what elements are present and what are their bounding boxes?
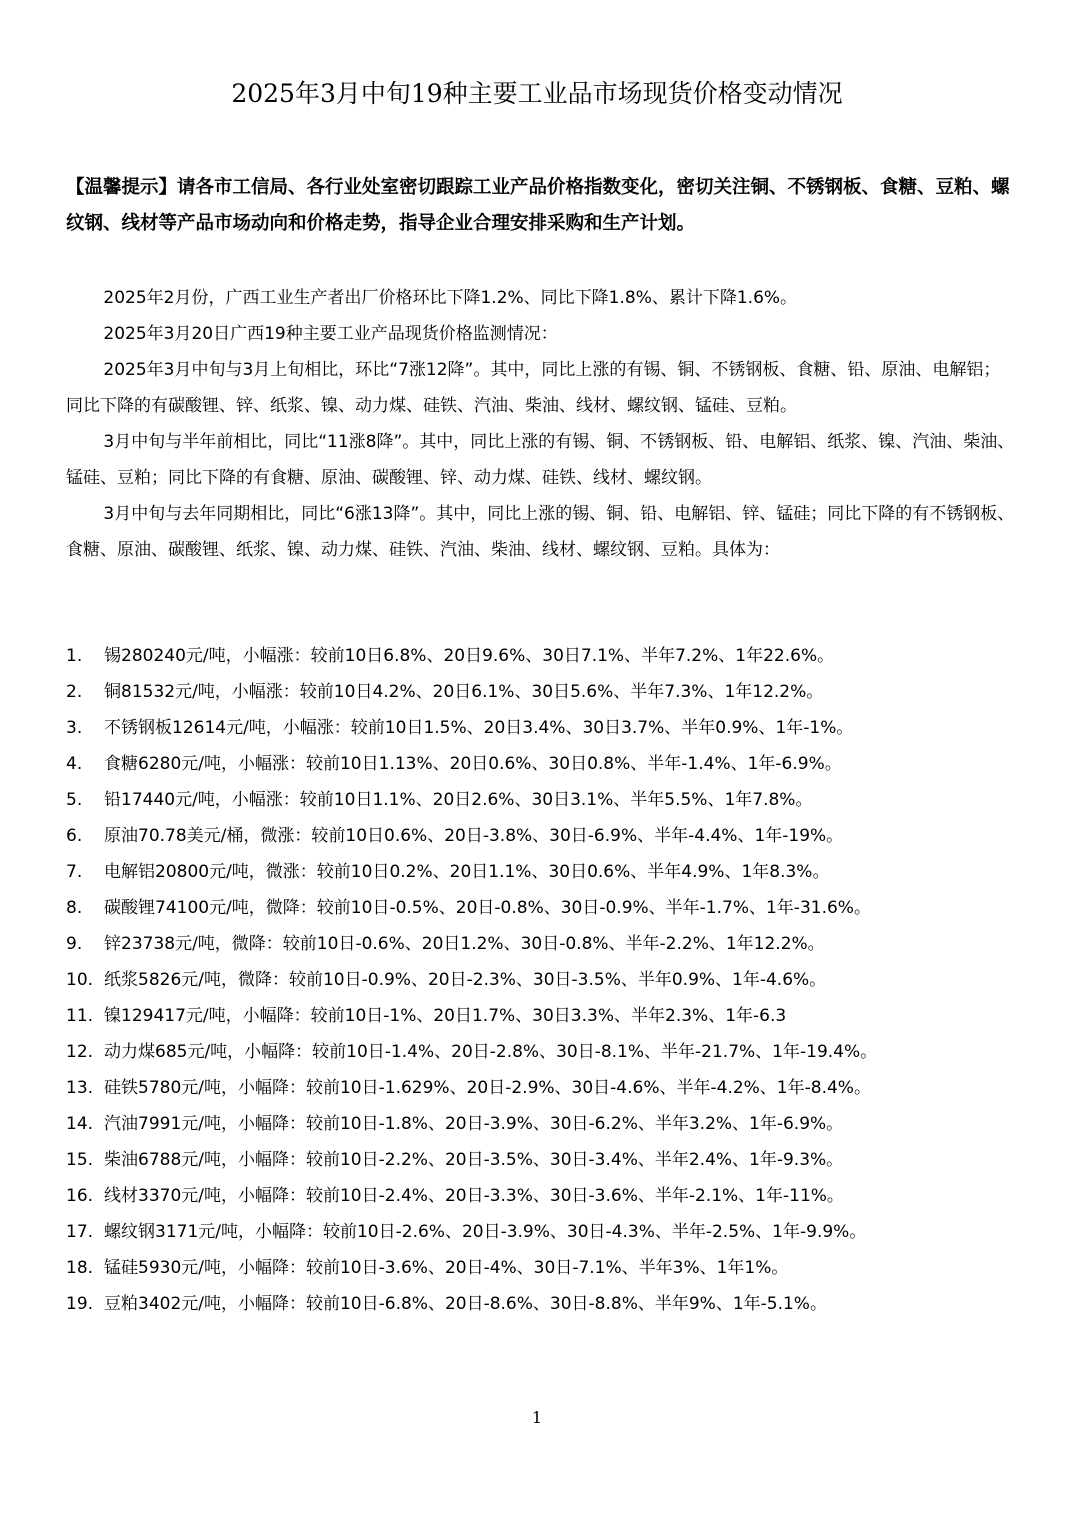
list-item xyxy=(66,1034,1026,1070)
list-item-number: 2. xyxy=(66,682,83,702)
list-item xyxy=(66,710,1026,746)
list-item-number: 5. xyxy=(66,790,83,810)
list-item-text: 原油70.78美元/桶，微涨：较前10日0.6%、20日-3.8%、30日-6.9%、半年-4.4%、1年-19%。 xyxy=(104,826,844,846)
list-item xyxy=(66,746,1026,782)
page-number: 1 xyxy=(531,1408,543,1427)
list-item-number: 18. xyxy=(66,1258,94,1278)
list-item-number: 14. xyxy=(66,1114,94,1134)
list-item-number: 6. xyxy=(66,826,83,846)
list-item-text: 线材3370元/吨，小幅降：较前10日-2.4%、20日-3.3%、30日-3.6%、半年-2.1%、1年-11%。 xyxy=(104,1186,844,1206)
list-item-number: 12. xyxy=(66,1042,94,1062)
list-item-text: 锡280240元/吨，小幅涨：较前10日6.8%、20日9.6%、30日7.1%、半年7.2%、1年22.6%。 xyxy=(104,646,835,666)
list-item-number: 1. xyxy=(66,646,83,666)
list-item-number: 13. xyxy=(66,1078,94,1098)
list-item-number: 15. xyxy=(66,1150,94,1170)
price-item-list xyxy=(66,638,1026,1322)
list-item-number: 4. xyxy=(66,754,83,774)
list-item xyxy=(66,998,1026,1034)
list-item-text: 柴油6788元/吨，小幅降：较前10日-2.2%、20日-3.5%、30日-3.4%、半年2.4%、1年-9.3%。 xyxy=(104,1150,844,1170)
list-item-text: 汽油7991元/吨，小幅降：较前10日-1.8%、20日-3.9%、30日-6.2%、半年3.2%、1年-6.9%。 xyxy=(104,1114,844,1134)
list-item xyxy=(66,962,1026,998)
list-item-number: 3. xyxy=(66,718,83,738)
paragraph: 2025年3月20日广西19种主要工业产品现货价格监测情况： xyxy=(103,324,558,344)
list-item xyxy=(66,1106,1026,1142)
list-item xyxy=(66,890,1026,926)
document-title: 2025年3月中旬19种主要工业品市场现货价格变动情况 xyxy=(231,79,843,108)
list-item-text: 电解铝20800元/吨，微涨：较前10日0.2%、20日1.1%、30日0.6%、半年4.9%、1年8.3%。 xyxy=(104,862,830,882)
list-item-number: 17. xyxy=(66,1222,94,1242)
notice-paragraph: 【温馨提示】请各市工信局、各行业处室密切跟踪工业产品价格指数变化，密切关注铜、不锈钢板、食糖、豆粕、螺纹钢、线材等产品市场动向和价格走势，指导企业合理安排采购和生产计划。 xyxy=(66,177,1010,234)
list-item-number: 11. xyxy=(66,1006,94,1026)
list-item-number: 16. xyxy=(66,1186,94,1206)
list-item-number: 7. xyxy=(66,862,83,882)
list-item-text: 不锈钢板12614元/吨，小幅涨：较前10日1.5%、20日3.4%、30日3.7%、半年0.9%、1年-1%。 xyxy=(104,718,854,738)
list-item xyxy=(66,638,1026,674)
list-item xyxy=(66,782,1026,818)
list-item-number: 19. xyxy=(66,1294,94,1314)
list-item-text: 纸浆5826元/吨，微降：较前10日-0.9%、20日-2.3%、30日-3.5%、半年0.9%、1年-4.6%。 xyxy=(104,970,827,990)
list-item-text: 锌23738元/吨，微降：较前10日-0.6%、20日1.2%、30日-0.8%、半年-2.2%、1年12.2%。 xyxy=(104,934,825,954)
list-item-text: 锰硅5930元/吨，小幅降：较前10日-3.6%、20日-4%、30日-7.1%、半年3%、1年1%。 xyxy=(104,1258,789,1278)
list-item-text: 碳酸锂74100元/吨，微降：较前10日-0.5%、20日-0.8%、30日-0.9%、半年-1.7%、1年-31.6%。 xyxy=(104,898,871,918)
list-item xyxy=(66,1250,1026,1286)
list-item xyxy=(66,1214,1026,1250)
list-item-text: 铅17440元/吨，小幅涨：较前10日1.1%、20日2.6%、30日3.1%、半年5.5%、1年7.8%。 xyxy=(104,790,813,810)
body-paragraphs xyxy=(66,280,1016,568)
list-item-text: 豆粕3402元/吨，小幅降：较前10日-6.8%、20日-8.6%、30日-8.8%、半年9%、1年-5.1%。 xyxy=(104,1294,827,1314)
list-item-number: 8. xyxy=(66,898,83,918)
list-item xyxy=(66,854,1026,890)
paragraph: 2025年3月中旬与3月上旬相比，环比“7涨12降”。其中，同比上涨的有锡、铜、不锈钢板、食糖、铅、原油、电解铝；同比下降的有碳酸锂、锌、纸浆、镍、动力煤、硅铁、汽油、柴油、线材、螺纹钢、锰硅、豆粕。 xyxy=(66,360,1001,416)
list-item-text: 镍129417元/吨，小幅降：较前10日-1%、20日1.7%、30日3.3%、半年2.3%、1年-6.3 xyxy=(104,1006,787,1026)
list-item-text: 铜81532元/吨，小幅涨：较前10日4.2%、20日6.1%、30日5.6%、半年7.3%、1年12.2%。 xyxy=(104,682,824,702)
list-item xyxy=(66,926,1026,962)
list-item xyxy=(66,1142,1026,1178)
list-item-number: 10. xyxy=(66,970,94,990)
list-item-text: 动力煤685元/吨，小幅降：较前10日-1.4%、20日-2.8%、30日-8.1%、半年-21.7%、1年-19.4%。 xyxy=(104,1042,878,1062)
paragraph: 3月中旬与半年前相比，同比“11涨8降”。其中，同比上涨的有锡、铜、不锈钢板、铅、电解铝、纸浆、镍、汽油、柴油、锰硅、豆粕；同比下降的有食糖、原油、碳酸锂、锌、动力煤、硅铁、线材、螺纹钢。 xyxy=(66,432,1015,488)
list-item xyxy=(66,1178,1026,1214)
paragraph: 2025年2月份，广西工业生产者出厂价格环比下降1.2%、同比下降1.8%、累计下降1.6%。 xyxy=(103,288,798,308)
list-item-text: 螺纹钢3171元/吨，小幅降：较前10日-2.6%、20日-3.9%、30日-4.3%、半年-2.5%、1年-9.9%。 xyxy=(104,1222,867,1242)
list-item xyxy=(66,674,1026,710)
paragraph: 3月中旬与去年同期相比，同比“6涨13降”。其中，同比上涨的锡、铜、铅、电解铝、锌、锰硅；同比下降的有不锈钢板、食糖、原油、碳酸锂、纸浆、镍、动力煤、硅铁、汽油、柴油、线材、螺纹钢、豆粕。具体为： xyxy=(66,504,1015,560)
list-item-text: 食糖6280元/吨，小幅涨：较前10日1.13%、20日0.6%、30日0.8%、半年-1.4%、1年-6.9%。 xyxy=(104,754,842,774)
list-item-number: 9. xyxy=(66,934,83,954)
list-item-text: 硅铁5780元/吨，小幅降：较前10日-1.629%、20日-2.9%、30日-4.6%、半年-4.2%、1年-8.4%。 xyxy=(104,1078,871,1098)
list-item xyxy=(66,1286,1026,1322)
list-item xyxy=(66,1070,1026,1106)
list-item xyxy=(66,818,1026,854)
